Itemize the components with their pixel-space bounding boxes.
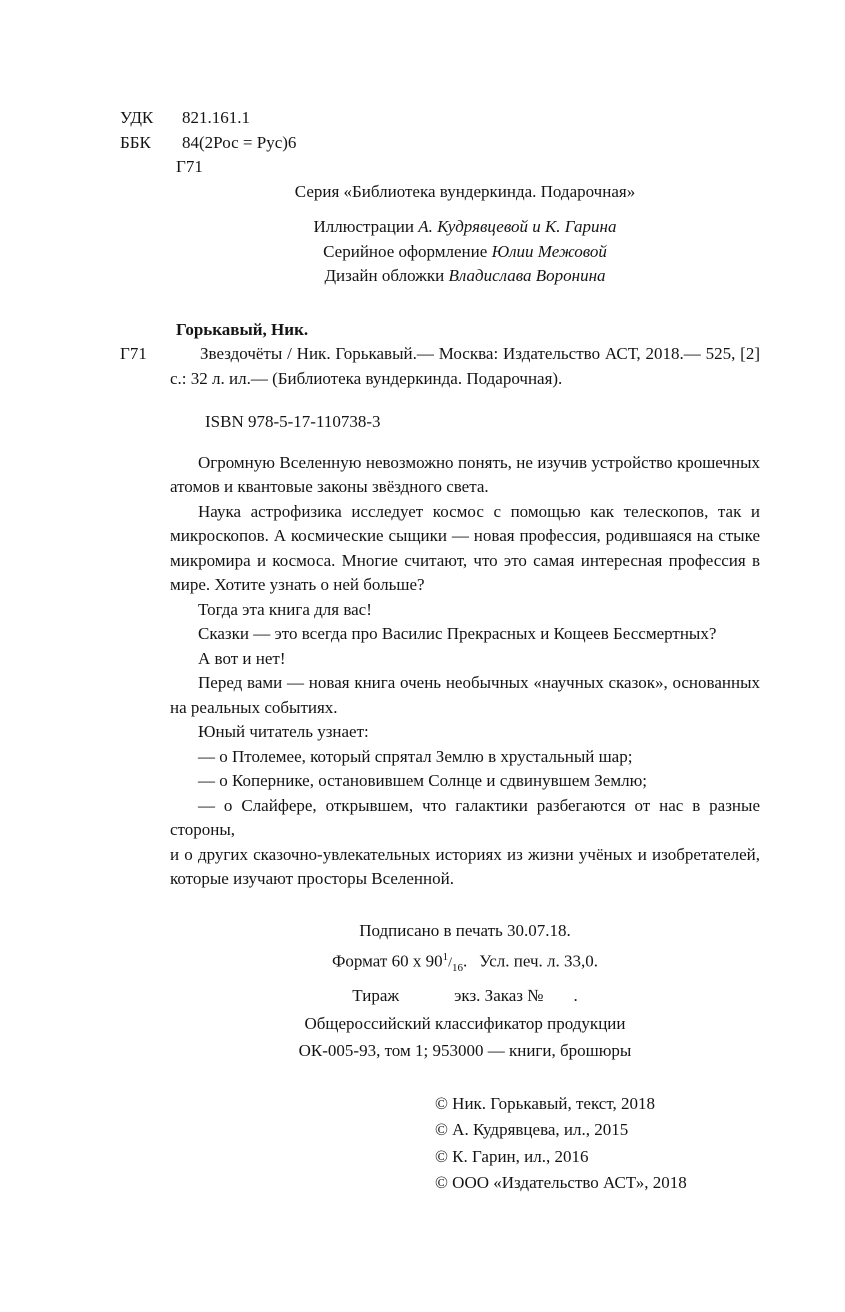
format-prefix: Формат 60 х 90 (331, 951, 443, 971)
series-design-label: Серийное оформление (323, 241, 488, 261)
cover-design-credit (170, 264, 760, 289)
copyright-line: © Ник. Горькавый, текст, 2018 (435, 1093, 655, 1113)
usl-pech-text: Усл. печ. л. 33,0. (479, 951, 599, 971)
copyright-line: © ООО «Издательство АСТ», 2018 (435, 1173, 687, 1193)
bibliographic-entry (120, 318, 760, 392)
annotation-list-item: — о Слайфере, открывшем, что галактики разбегаются от нас в разные стороны, (170, 795, 760, 839)
annotation-paragraph: Огромную Вселенную невозможно понять, не изучив устройство крошечных атомов и квантовые законы звёздного света. (170, 452, 760, 496)
udk-label: УДК (120, 108, 154, 127)
classification-block (120, 106, 760, 180)
copyright-line: © А. Кудрявцева, ил., 2015 (435, 1120, 629, 1140)
credits-block (170, 215, 760, 289)
tirazh-label: Тираж (352, 986, 400, 1006)
annotation-paragraph: Наука астрофизика исследует космос с помощью как телескопов, так и микроскопов. А космические сыщики — новая профессия, родившаяся на стыке микромира и космоса. Многие считают, что это самая интересная профессия в мире. Хотите узнать о ней больше? (170, 501, 760, 594)
bib-description: Звездочёты / Ник. Горькавый.— Москва: Издательство АСТ, 2018.— 525, [2] с.: 32 л. ил.— (Библиотека вундеркинда. Подарочная). (170, 344, 760, 388)
annotation-list-item: — о Копернике, остановившем Солнце и сдвинувшем Землю; (198, 771, 648, 790)
bib-margin-code: Г71 (120, 344, 147, 363)
fraction-numerator: 1 (442, 950, 449, 963)
author-sign-row (120, 155, 760, 180)
illustrations-credit (170, 215, 760, 240)
annotation-paragraph: Юный читатель узнает: (198, 722, 369, 741)
bbk-row (120, 131, 760, 156)
udk-row (120, 106, 760, 131)
series-design-name: Юлии Межовой (491, 241, 607, 261)
annotation-block (170, 451, 760, 892)
imprint-block (170, 917, 760, 1065)
fraction-slash: / (448, 955, 452, 971)
format-period: . (462, 951, 468, 971)
bbk-value: 84(2Рос = Рус)6 (182, 132, 297, 152)
cover-design-label: Дизайн обложки (324, 266, 445, 285)
zakaz-label: экз. Заказ № (454, 986, 544, 1006)
copyright-block (435, 1091, 760, 1197)
isbn-line: ISBN 978-5-17-110738-3 (205, 412, 381, 431)
annotation-paragraph: Сказки — это всегда про Василис Прекрасных и Кощеев Бессмертных? (198, 624, 717, 643)
illustrations-names: А. Кудрявцевой и К. Гарина (418, 217, 617, 236)
series-design-credit (170, 240, 760, 265)
fraction-denominator: 16 (451, 961, 463, 974)
tirazh-line (170, 982, 760, 1009)
annotation-list-item: — о Птолемее, который спрятал Землю в хрустальный шар; (198, 746, 633, 766)
zakaz-period: . (573, 986, 578, 1006)
classifier-line-1: Общероссийский классификатор продукции (304, 1013, 626, 1033)
annotation-paragraph: Тогда эта книга для вас! (198, 599, 372, 619)
annotation-paragraph: А вот и нет! (198, 648, 286, 668)
illustrations-label: Иллюстрации (313, 217, 414, 236)
cover-design-name: Владислава Воронина (448, 266, 606, 285)
udk-value: 821.161.1 (182, 108, 250, 127)
bib-author: Горькавый, Ник. (176, 319, 309, 339)
copyright-line: © К. Гарин, ил., 2016 (435, 1146, 589, 1166)
annotation-paragraph: Перед вами — новая книга очень необычных «научных сказок», основанных на реальных событиях. (170, 673, 760, 717)
series-title: Серия «Библиотека вундеркинда. Подарочная» (294, 181, 636, 201)
classifier-line-2: ОК-005-93, том 1; 953000 — книги, брошюры (298, 1041, 632, 1061)
print-date-line: Подписано в печать 30.07.18. (359, 920, 571, 940)
format-line (170, 944, 760, 982)
bbk-label: ББК (120, 132, 151, 152)
author-sign: Г71 (176, 157, 203, 176)
annotation-paragraph: и о других сказочно-увлекательных историях из жизни учёных и изобретателей, которые изучают просторы Вселенной. (170, 844, 760, 888)
